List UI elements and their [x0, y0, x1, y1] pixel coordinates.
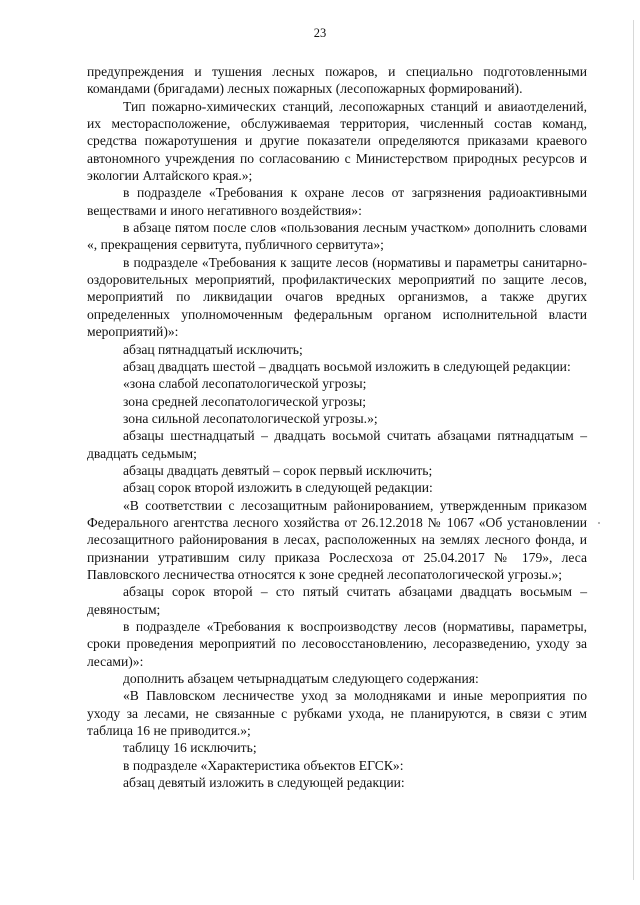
page-number: 23	[313, 26, 327, 40]
paragraph: абзац пятнадцатый исключить;	[123, 341, 303, 357]
paragraph: абзац двадцать шестой – двадцать восьмой изложить в следующей редакции:	[123, 358, 571, 374]
paragraph: абзац сорок второй изложить в следующей редакции:	[123, 480, 433, 496]
paragraph: «зона слабой лесопатологической угрозы;	[123, 376, 367, 392]
paragraph: предупреждения и тушения лесных пожаров, и специально подготовленными командами (бригадами) лесных пожарных (лесопожарных формирований).	[87, 64, 587, 97]
paragraph: зона сильной лесопатологической угрозы.»;	[123, 410, 378, 426]
paragraph: «В Павловском лесничестве уход за молодняками и иные мероприятия по уходу за лесами, не связанные с рубками ухода, не планируются, в связи с этим таблица 16 не приводится.»;	[87, 688, 587, 739]
paragraph: абзацы двадцать девятый – сорок первый исключить;	[123, 462, 433, 478]
paragraph: в подразделе «Требования к охране лесов от загрязнения радиоактивными веществами и иного негативного воздействия»:	[87, 185, 587, 218]
paragraph: «В соответствии с лесозащитным районированием, утвержденным приказом Федерального агентства лесного хозяйства от 26.12.2018 № 1067 «Об установлении лесозащитного районирования в лесах, расположенных на землях лесного фонда, и признании утратившим силу приказа Рослесхоза от 25.04.2017 № 179», леса Павловского лесничества относятся к зоне средней лесопатологической угрозы.»;	[87, 497, 587, 582]
paragraph: таблицу 16 исключить;	[123, 740, 257, 756]
document-body	[87, 63, 587, 791]
paragraph: дополнить абзацем четырнадцатым следующего содержания:	[123, 671, 479, 687]
paragraph: абзац девятый изложить в следующей редакции:	[123, 775, 405, 791]
paragraph: зона средней лесопатологической угрозы;	[123, 393, 367, 409]
paragraph: Тип пожарно-химических станций, лесопожарных станций и авиаотделений, их месторасположение, обслуживаемая территория, численный состав команд, средства пожаротушения и другие показатели определяются приказами краевого автономного учреждения по согласованию с Министерством природных ресурсов и экологии Алтайского края.»;	[87, 98, 587, 184]
scan-edge-line	[633, 20, 634, 880]
paragraph: в абзаце пятом после слов «пользования лесным участком» дополнить словами «, прекращения сервитута, публичного сервитута»;	[87, 220, 587, 253]
paragraph: в подразделе «Характеристика объектов ЕГСК»:	[123, 757, 404, 773]
paragraph: абзацы шестнадцатый – двадцать восьмой считать абзацами пятнадцатым – двадцать седьмым;	[87, 428, 587, 461]
paragraph: в подразделе «Требования к воспроизводству лесов (нормативы, параметры, сроки проведения мероприятий по лесовосстановлению, лесоразведению, уходу за лесами)»:	[87, 619, 587, 669]
paragraph: абзацы сорок второй – сто пятый считать абзацами двадцать восьмым – девяностым;	[87, 584, 587, 617]
scan-speck	[598, 522, 600, 524]
paragraph: в подразделе «Требования к защите лесов (нормативы и параметры санитарно-оздоровительных мероприятий, профилактических мероприятий по защите лесов, мероприятий по ликвидации очагов вредных организмов, а также других определенных уполномоченным федеральным органом исполнительной власти мероприятий)»:	[87, 254, 587, 340]
